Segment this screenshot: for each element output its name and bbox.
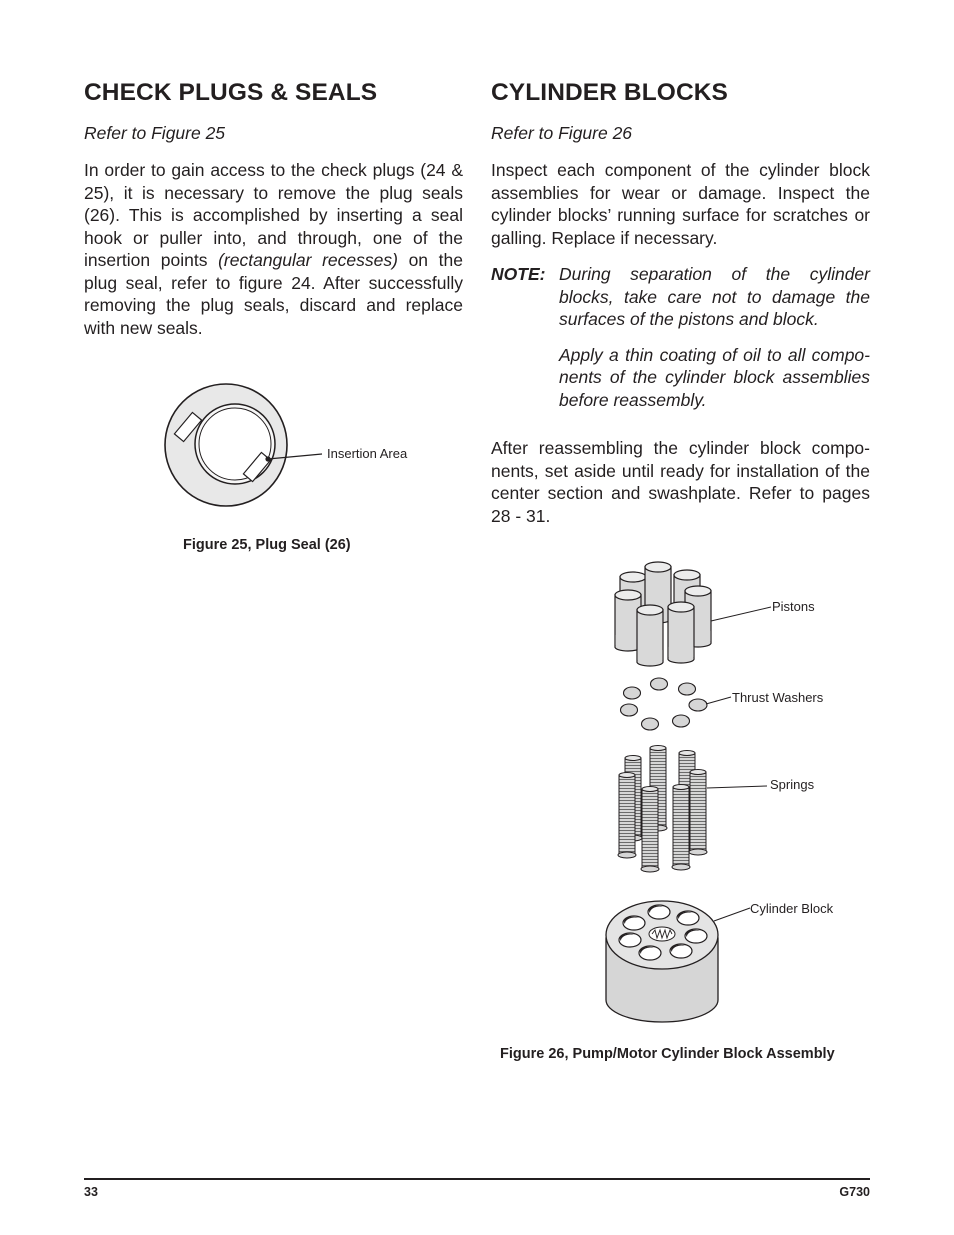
body-paragraph: Inspect each component of the cylinder block assemblies for wear or damage. Inspect the cylinder blocks’ running surface for scratches or galling. Replace if necessary. — [491, 160, 870, 248]
document-code: G730 — [839, 1185, 870, 1199]
left-column — [84, 78, 463, 353]
figure-reference: Refer to Figure 26 — [491, 123, 633, 143]
footer-divider — [84, 1178, 870, 1180]
note-label: NOTE: — [491, 264, 546, 284]
note-text: Apply a thin coating of oil to all compo-nents of the cylinder block assemblies before reassembly. — [559, 344, 870, 410]
leader-line — [707, 786, 767, 788]
leader-line — [706, 697, 731, 704]
paragraph-text: on the plug seal, refer to figure 24. After successfully removing the plug seals, discard and replace with new seals. — [84, 250, 463, 338]
cylinder-block-assembly-figure — [595, 555, 870, 1030]
figure-reference: Refer to Figure 25 — [84, 123, 226, 143]
leader-dot — [265, 456, 270, 461]
figure-25-caption: Figure 25, Plug Seal (26) — [183, 537, 351, 553]
leader-line — [714, 908, 750, 921]
insertion-area-label: Insertion Area — [327, 446, 408, 461]
pistons — [615, 562, 711, 666]
body-paragraph: After reassembling the cylinder block compo-nents, set aside until ready for installation of the center section and swashplate. Refer to pages 28 - 31. — [491, 438, 870, 526]
note-text: During separation of the cylinder blocks, take care not to damage the surfaces of the pistons and block. — [559, 264, 870, 329]
springs-label: Springs — [770, 777, 815, 792]
page-number: 33 — [84, 1185, 98, 1199]
plug-seal-figure — [150, 375, 450, 525]
right-column — [491, 78, 870, 541]
springs — [618, 746, 707, 873]
body-paragraph — [84, 159, 463, 339]
thrust-washers-label: Thrust Washers — [732, 690, 824, 705]
cylinder-block — [606, 901, 718, 1022]
section-heading-check-plugs: CHECK PLUGS & SEALS — [84, 79, 378, 106]
paragraph-italic-text: (rectangular recesses) — [218, 250, 398, 270]
note-body — [559, 263, 870, 424]
paragraph-text: In order to gain access to the check plugs (24 & 25), it is necessary to remove the plug seals (26). This is accomplished by inserting a seal hook or puller into, and through, one of the insertion points — [84, 160, 463, 270]
section-heading-cylinder-blocks: CYLINDER BLOCKS — [491, 79, 728, 106]
note-block — [491, 263, 870, 424]
thrust-washers — [621, 678, 708, 730]
leader-line — [711, 607, 771, 621]
pistons-label: Pistons — [772, 599, 815, 614]
cylinder-block-label: Cylinder Block — [750, 901, 834, 916]
figure-26-caption: Figure 26, Pump/Motor Cylinder Block Assembly — [500, 1046, 835, 1062]
